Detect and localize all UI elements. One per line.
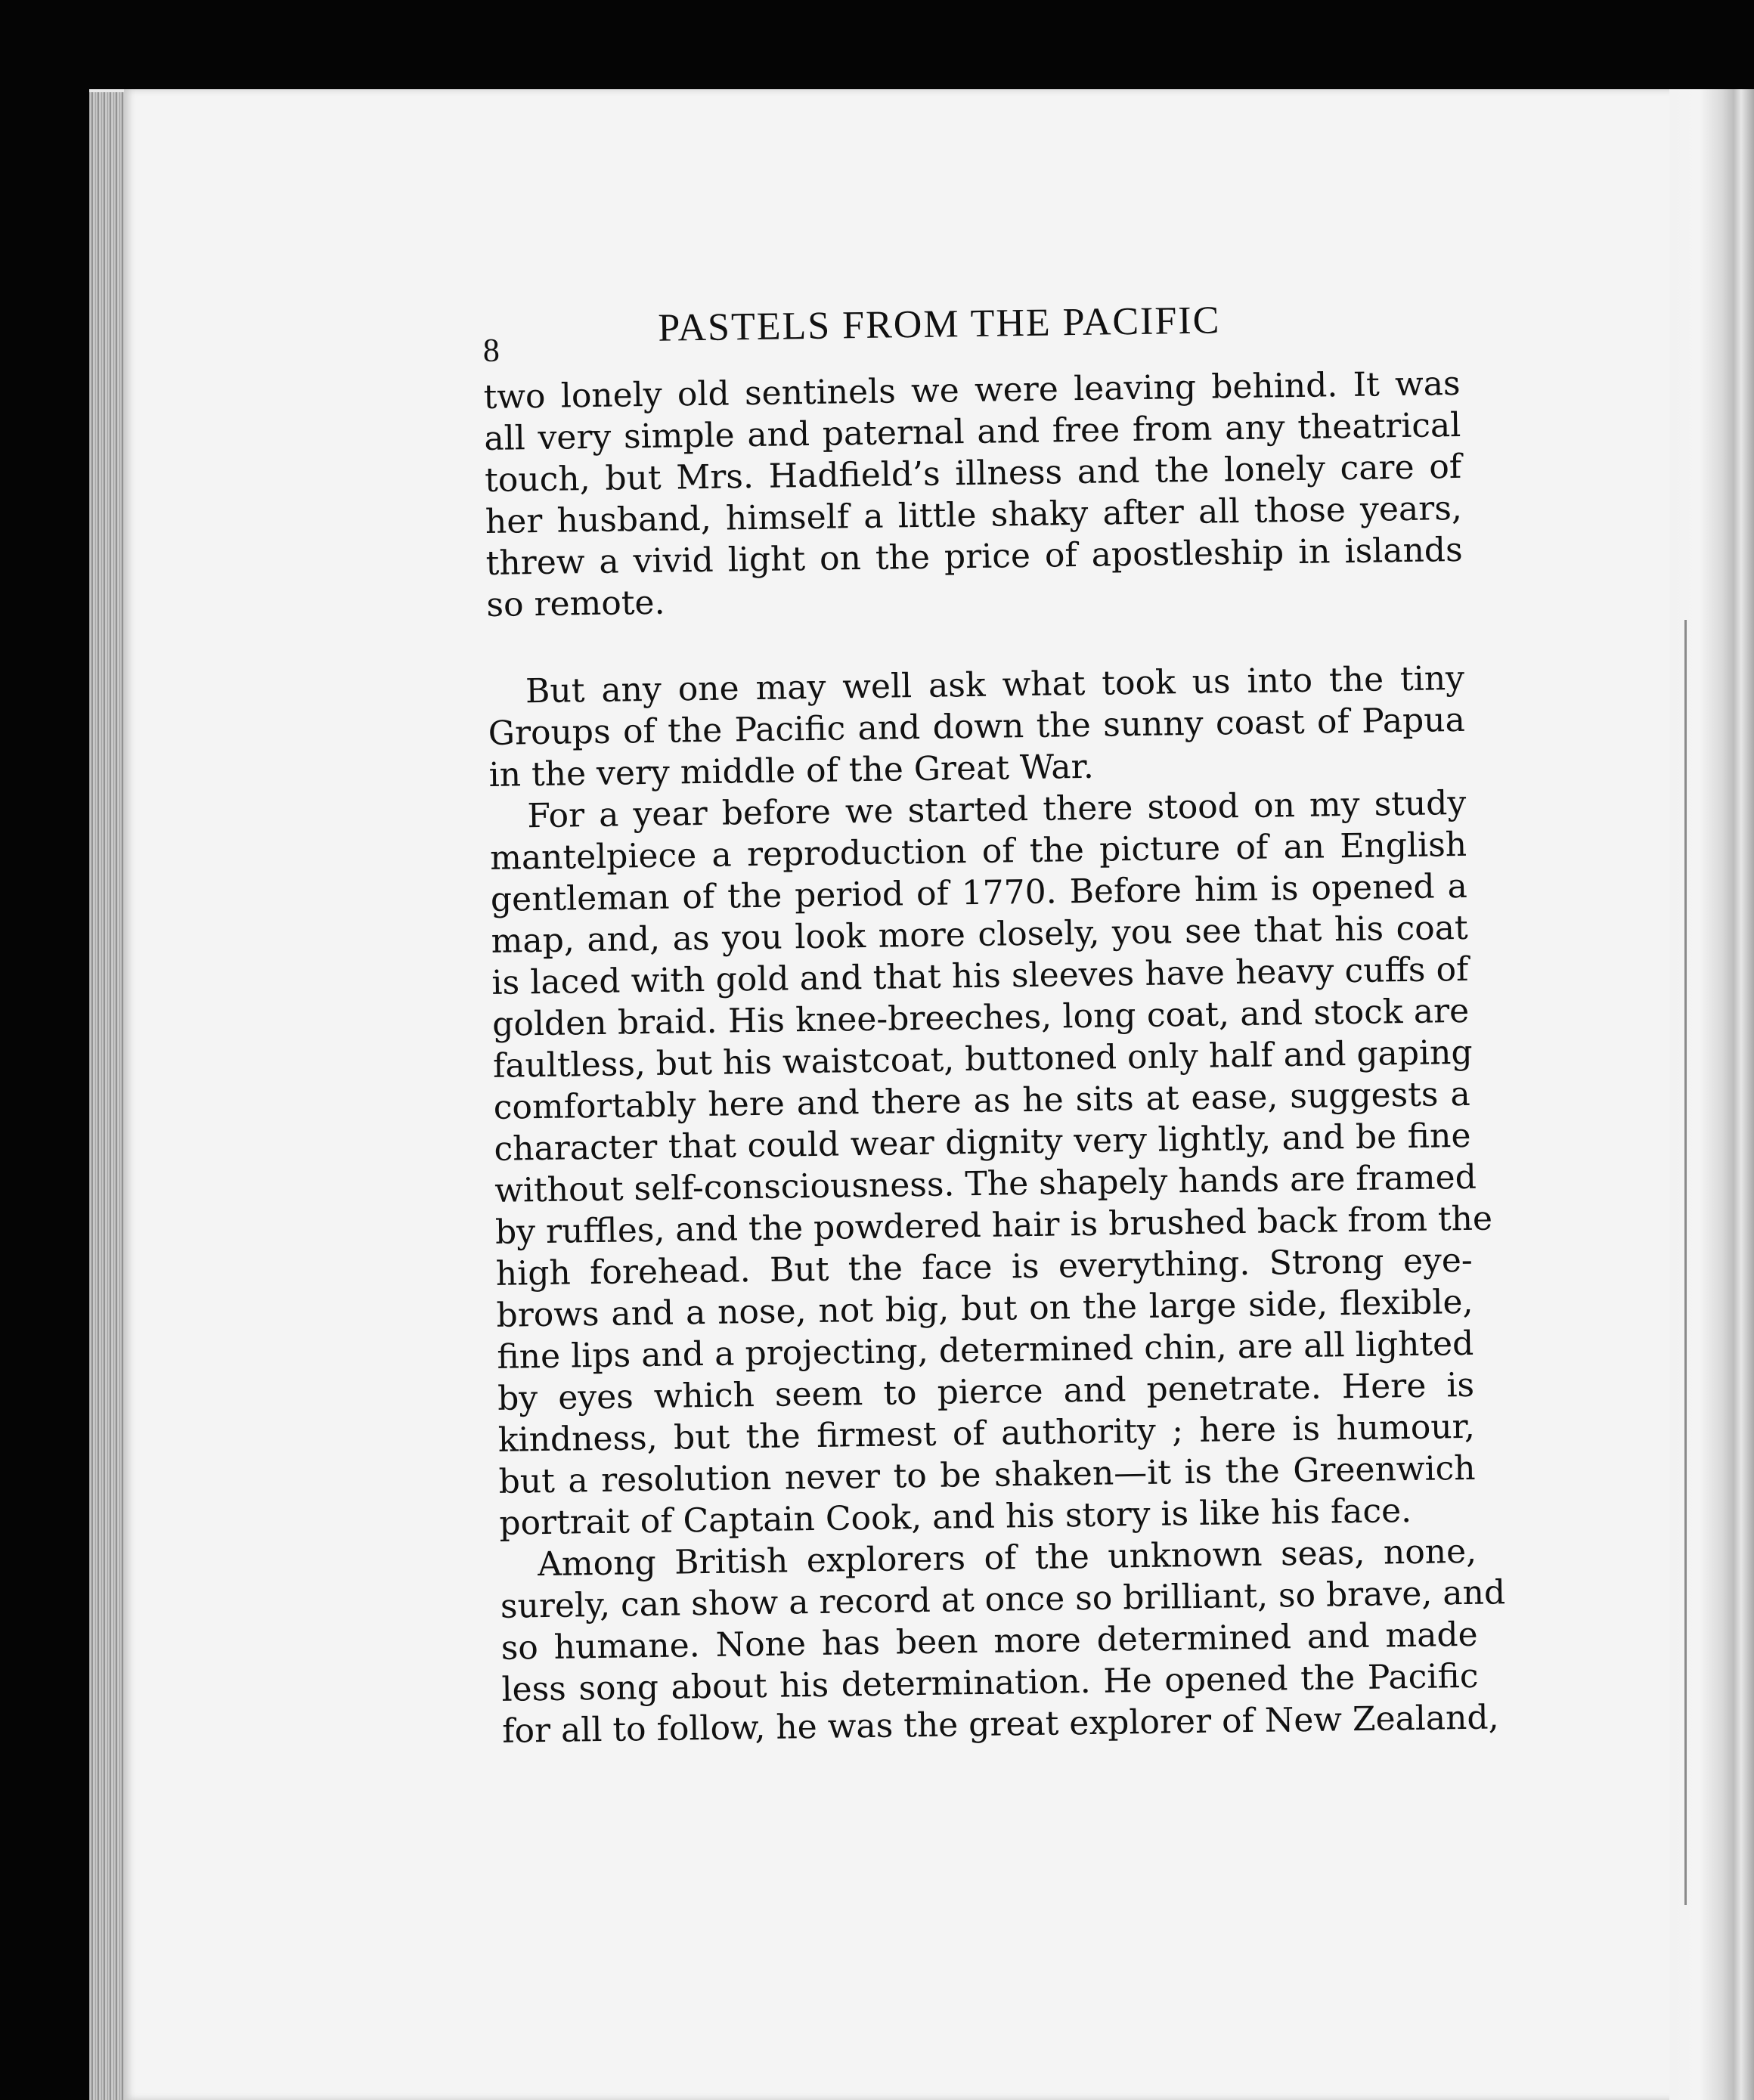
gutter-line: [1684, 620, 1687, 1905]
paragraph: [488, 658, 1466, 796]
page-number: 8: [482, 331, 500, 369]
text-line: character that could wear dignity very lightly, and be fine: [494, 1116, 1471, 1169]
text-line: but a resolution never to be shaken—it is the Greenwich: [498, 1448, 1476, 1501]
text-line: by eyes which seem to pierce and penetrate. Here is: [497, 1365, 1475, 1418]
text-line: surely, can show a record at once so brilliant, so brave, and: [500, 1573, 1506, 1626]
paragraph: [500, 1531, 1506, 1752]
text-line: her husband, himself a little shaky after all those years,: [485, 488, 1463, 541]
text-line: But any one may well ask what took us into the tiny: [525, 658, 1465, 711]
text-line: For a year before we started there stood on my study: [527, 783, 1467, 836]
right-page-edges: [1669, 89, 1754, 2100]
text-line: for all to follow, he was the great explorer of New Zealand,: [501, 1698, 1499, 1751]
text-line: touch, but Mrs. Hadfield’s illness and the lonely care of: [484, 447, 1462, 500]
page-header: [482, 295, 1460, 376]
text-line: map, and, as you look more closely, you see that his coat: [491, 908, 1468, 961]
text-line: is laced with gold and that his sleeves have heavy cuffs of: [491, 949, 1469, 1002]
text-line: two lonely old sentinels we were leaving behind. It was: [483, 364, 1461, 417]
running-head: PASTELS FROM THE PACIFIC: [657, 299, 1221, 350]
text-line: fine lips and a projecting, determined chin, are all lighted: [497, 1324, 1474, 1377]
text-line: comfortably here and there as he sits at ease, suggests a: [493, 1074, 1470, 1127]
paragraph: [489, 782, 1493, 1544]
text-line: high forehead. But the face is everything. Strong eye-: [495, 1240, 1474, 1293]
text-line: threw a vivid light on the price of apostleship in islands: [485, 530, 1463, 583]
text-line: faultless, but his waistcoat, buttoned only half and gaping: [492, 1033, 1473, 1086]
text-line: without self-consciousness. The shapely hands are framed: [494, 1157, 1477, 1210]
text-line: less song about his determination. He opened the Pacific: [501, 1656, 1479, 1709]
text-line: by ruffles, and the powdered hair is brushed back from the: [494, 1199, 1493, 1252]
text-line: mantelpiece a reproduction of the picture of an English: [489, 825, 1467, 878]
text-line: golden braid. His knee-breeches, long coat, and stock are: [491, 991, 1470, 1044]
text-line: all very simple and paternal and free from any theatrical: [484, 405, 1461, 458]
text-line: brows and a nose, not big, but on the large side, flexible,: [496, 1282, 1474, 1335]
text-line: kindness, but the firmest of authority ; here is humour,: [497, 1407, 1476, 1460]
text-line: gentleman of the period of 1770. Before him is opened a: [490, 866, 1468, 919]
text-line: so remote.: [486, 583, 665, 624]
left-page-edges: [89, 92, 127, 2100]
text-line: so humane. None has been more determined and made: [500, 1615, 1478, 1668]
text-line: Among British explorers of the unknown seas, none,: [537, 1532, 1477, 1584]
paragraph: [483, 363, 1463, 626]
text-line: in the very middle of the Great War.: [488, 747, 1095, 794]
body-text: [483, 363, 1506, 1752]
page-text-block: [482, 295, 1506, 1752]
text-line: portrait of Captain Cook, and his story is like his face.: [499, 1491, 1412, 1543]
text-line: Groups of the Pacific and down the sunny coast of Papua: [488, 700, 1466, 753]
